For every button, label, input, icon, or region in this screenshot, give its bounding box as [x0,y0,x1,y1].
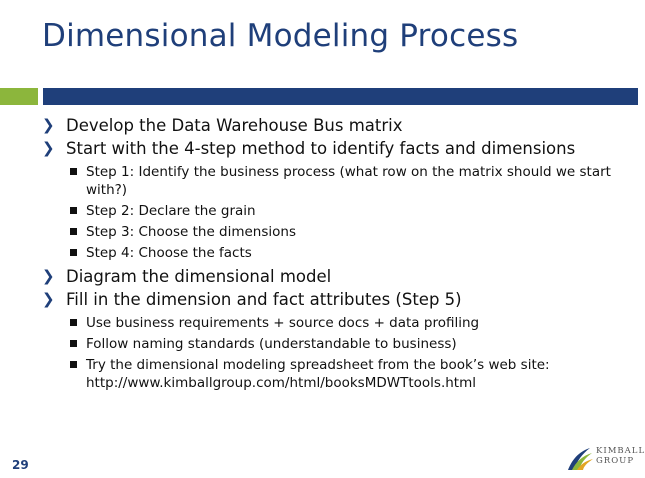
logo-text-line1: KIMBALL [596,446,645,456]
chevron-right-icon: ❯ [42,116,55,134]
page-number: 29 [12,458,29,472]
sub-bullet-text: Use business requirements + source docs + data profiling [86,315,480,331]
kimball-group-logo [566,444,645,474]
bullet-item [40,265,630,288]
sub-bullet-text: Try the dimensional modeling spreadsheet from the book’s web site: http://www.kimballgroup.com/html/booksMDWTtools.html [86,357,550,391]
sub-bullet-item [40,335,630,353]
sub-bullet-text: Step 3: Choose the dimensions [86,224,297,240]
square-icon [70,319,77,326]
sub-bullet-item [40,244,630,262]
kimball-swirl-icon [566,446,594,472]
square-icon [70,361,77,368]
bullet-text: Fill in the dimension and fact attributes (Step 5) [66,290,462,309]
logo-text-line2: GROUP [596,456,635,466]
chevron-right-icon: ❯ [42,139,55,157]
bullet-list [40,114,630,395]
bullet-text: Develop the Data Warehouse Bus matrix [66,116,403,135]
slide-title: Dimensional Modeling Process [42,18,519,54]
chevron-right-icon: ❯ [42,290,55,308]
sub-bullet-text: Step 2: Declare the grain [86,203,256,219]
sub-bullet-text: Step 1: Identify the business process (what row on the matrix should we start with?) [86,164,611,198]
sub-bullet-text: Step 4: Choose the facts [86,245,252,261]
sub-bullet-text: Follow naming standards (understandable to business) [86,336,457,352]
bullet-text: Diagram the dimensional model [66,267,332,286]
bullet-item [40,137,630,160]
bullet-item [40,114,630,137]
square-icon [70,340,77,347]
sub-bullet-item [40,202,630,220]
chevron-right-icon: ❯ [42,267,55,285]
square-icon [70,249,77,256]
accent-bar-blue [43,88,638,105]
square-icon [70,207,77,214]
square-icon [70,228,77,235]
sub-bullet-item [40,223,630,241]
sub-bullet-item [40,314,630,332]
square-icon [70,168,77,175]
bullet-item [40,288,630,311]
sub-bullet-item [40,163,630,199]
bullet-text: Start with the 4-step method to identify facts and dimensions [66,139,576,158]
accent-bar-green [0,88,38,105]
sub-bullet-item [40,356,630,392]
